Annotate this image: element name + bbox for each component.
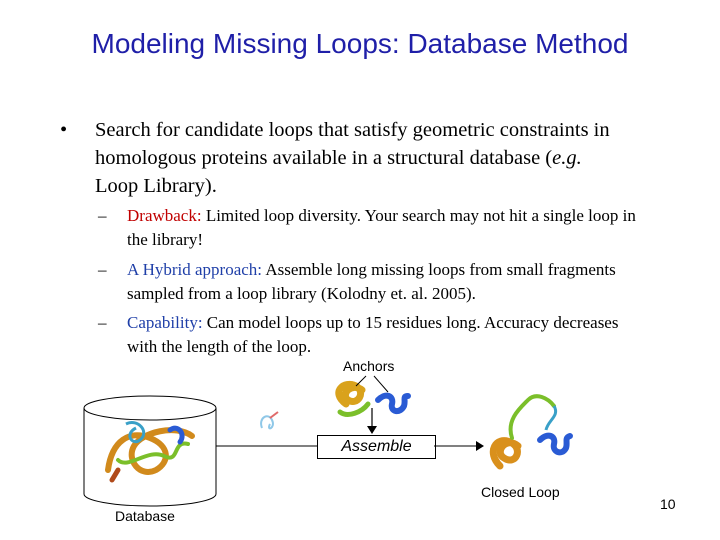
database-cylinder-icon — [84, 396, 216, 506]
anchors-label: Anchors — [343, 358, 395, 374]
arrow-head — [476, 441, 484, 451]
assemble-box: Assemble — [317, 435, 436, 459]
anchors-structure-icon — [339, 384, 408, 414]
main-bullet-text: Search for candidate loops that satisfy geometric constraints in homologous proteins available in a structural database (e.g. Loop Library). — [95, 119, 610, 197]
slide-title: Modeling Missing Loops: Database Method — [91, 28, 629, 59]
subpoint-label: Capability: — [127, 313, 203, 332]
anchor-pointer — [356, 376, 366, 386]
subpoint-label: Drawback: — [127, 206, 202, 225]
anchor-pointer — [374, 376, 388, 392]
database-label: Database — [115, 508, 175, 524]
bullet-symbol: • — [60, 119, 68, 141]
subpoint-label: A Hybrid approach: — [127, 260, 263, 279]
subpoint-drawback: – Drawback: Limited loop diversity. Your search may not hit a single loop in the library! — [98, 206, 636, 249]
closed-loop-label: Closed Loop — [481, 484, 560, 500]
page-number: 10 — [660, 496, 676, 512]
subpoint-hybrid: – A Hybrid approach: Assemble long missing loops from small fragments sampled from a loop library (Kolodny et. al. 2005). — [98, 260, 616, 303]
subpoint-capability: – Capability: Can model loops up to 15 residues long. Accuracy decreases with the length of the loop. — [98, 313, 619, 356]
arrow-head — [367, 426, 377, 434]
closed-loop-structure-icon — [493, 396, 570, 466]
loop-fragment-icon — [261, 412, 278, 428]
